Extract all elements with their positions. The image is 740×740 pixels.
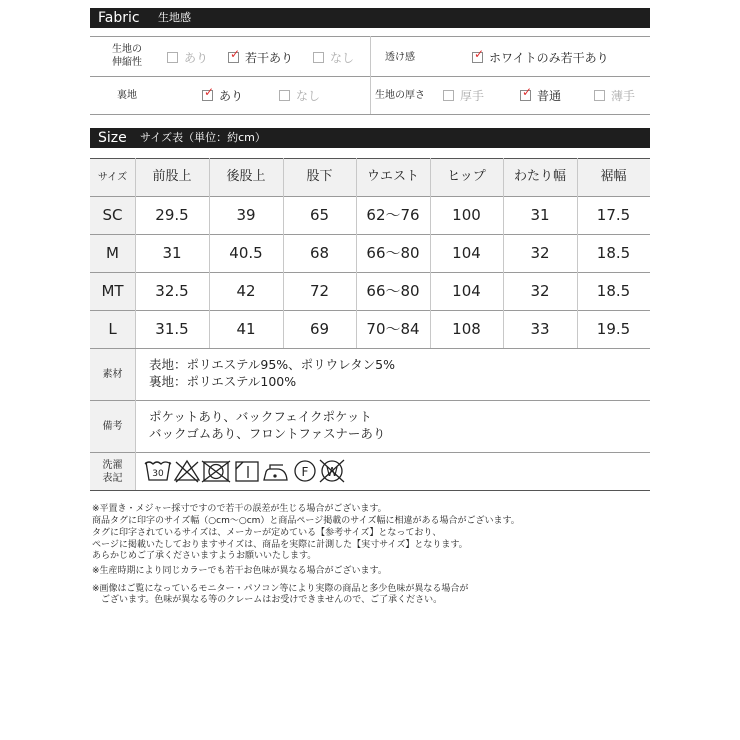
lining-label: 裏地 bbox=[117, 90, 137, 101]
note-line: ※生産時期により同じカラーでも若干お色味が異なる場合がございます。 bbox=[92, 566, 387, 576]
note-line: タグに印字されているサイズは、メーカーが定めている【参考サイズ】となっており、 bbox=[92, 528, 442, 538]
note-line: ページに掲載いたしておりますサイズは、商品を実際に計測した【実寸サイズ】となります。 bbox=[92, 540, 468, 550]
remarks-line-2: バックゴムあり、フロントファスナーあり bbox=[149, 426, 386, 441]
stretch-option-slight: ✓ 若干あり bbox=[230, 47, 294, 65]
column-header: 後股上 bbox=[226, 169, 266, 184]
table-cell: 69 bbox=[309, 320, 330, 338]
divider bbox=[90, 234, 650, 235]
checked-checkbox-icon: ✓ bbox=[230, 47, 241, 61]
wash-temp-label: 30 bbox=[152, 469, 164, 479]
table-cell: 70～84 bbox=[366, 320, 420, 338]
no-bleach-icon bbox=[175, 461, 199, 482]
table-cell: 72 bbox=[309, 282, 330, 300]
remarks-line-1: ポケットあり、バックフェイクポケット bbox=[149, 409, 372, 424]
column-header: 股下 bbox=[306, 169, 333, 184]
divider bbox=[90, 400, 650, 401]
table-cell: 19.5 bbox=[596, 320, 631, 338]
table-cell: 32 bbox=[530, 282, 550, 300]
material-line-1: 表地：ポリエステル95%、ポリウレタン5% bbox=[149, 357, 395, 372]
table-cell: 66～80 bbox=[366, 282, 420, 300]
dryclean-f-icon bbox=[295, 461, 315, 481]
table-cell: 104 bbox=[452, 244, 481, 262]
table-cell: 18.5 bbox=[596, 244, 631, 262]
checkbox-icon bbox=[313, 52, 324, 63]
table-cell: 31 bbox=[530, 206, 550, 224]
divider bbox=[90, 452, 650, 453]
divider bbox=[90, 310, 650, 311]
table-cell: 31 bbox=[162, 244, 182, 262]
fabric-subtitle: 生地感 bbox=[158, 11, 191, 24]
lining-option-no: なし bbox=[279, 89, 320, 103]
checked-checkbox-icon: ✓ bbox=[522, 85, 533, 99]
no-wetclean-icon bbox=[320, 460, 344, 482]
size-title: Size bbox=[98, 130, 127, 146]
table-cell: 42 bbox=[236, 282, 256, 300]
table-cell: 32 bbox=[530, 244, 550, 262]
divider bbox=[370, 36, 371, 114]
table-cell: 65 bbox=[309, 206, 330, 224]
stretch-label: 生地の 伸縮性 bbox=[112, 44, 142, 68]
table-cell: 104 bbox=[452, 282, 481, 300]
note-line: ※画像はご覧になっているモニター・パソコン等により実際の商品と多少色味が異なる場合が bbox=[92, 584, 469, 594]
table-corner-label: サイズ bbox=[97, 172, 128, 183]
wetclean-letter: W bbox=[326, 465, 338, 479]
thickness-label: 生地の厚さ bbox=[375, 90, 425, 101]
divider bbox=[90, 490, 650, 491]
checkbox-icon bbox=[279, 90, 290, 101]
table-cell: 39 bbox=[236, 206, 256, 224]
table-cell: 100 bbox=[452, 206, 481, 224]
divider bbox=[90, 348, 650, 349]
table-cell: 18.5 bbox=[596, 282, 631, 300]
column-header: 前股上 bbox=[152, 169, 192, 184]
iron-low-icon bbox=[264, 465, 287, 480]
divider bbox=[90, 114, 650, 115]
lining-option-yes: ✓ あり bbox=[204, 85, 244, 103]
table-cell: 108 bbox=[452, 320, 481, 338]
fabric-section-header bbox=[90, 8, 650, 28]
column-header: 裾幅 bbox=[600, 169, 627, 184]
table-cell: 40.5 bbox=[229, 244, 263, 262]
line-dry-shade-icon bbox=[236, 462, 258, 481]
care-icons bbox=[144, 457, 354, 485]
dryclean-letter: F bbox=[301, 465, 309, 479]
table-cell: 41 bbox=[236, 320, 256, 338]
thickness-option-thin: 薄手 bbox=[594, 89, 635, 103]
thickness-option-thick: 厚手 bbox=[443, 89, 484, 103]
column-header: わたり幅 bbox=[513, 169, 566, 184]
no-tumble-dry-icon bbox=[202, 461, 230, 482]
row-size-label: SC bbox=[102, 206, 123, 224]
note-line: 商品タグに印字のサイズ幅（○cm～○cm）と商品ページ掲載のサイズ幅に相違がある場合がございます。 bbox=[92, 516, 520, 526]
note-line: ございます。色味が異なる等のクレームはお受けできませんので、ご了承ください。 bbox=[92, 595, 443, 605]
size-subtitle: サイズ表（単位：約cm） bbox=[140, 131, 266, 144]
table-cell: 32.5 bbox=[155, 282, 189, 300]
column-header: ヒップ bbox=[447, 169, 486, 184]
note-line: あらかじめご了承くださいますようお願いいたします。 bbox=[92, 551, 317, 561]
divider bbox=[90, 196, 650, 197]
fabric-title: Fabric bbox=[98, 10, 140, 26]
material-label: 素材 bbox=[102, 369, 123, 380]
divider bbox=[135, 349, 136, 490]
table-cell: 29.5 bbox=[155, 206, 189, 224]
table-cell: 33 bbox=[530, 320, 550, 338]
table-cell: 31.5 bbox=[155, 320, 189, 338]
row-size-label: L bbox=[108, 320, 117, 338]
checked-checkbox-icon: ✓ bbox=[474, 47, 485, 61]
checkbox-icon bbox=[594, 90, 605, 101]
row-size-label: MT bbox=[101, 282, 124, 300]
size-section-header bbox=[90, 128, 650, 148]
table-cell: 17.5 bbox=[596, 206, 631, 224]
checked-checkbox-icon: ✓ bbox=[204, 85, 215, 99]
column-header: ウエスト bbox=[366, 169, 419, 184]
stretch-option-yes: あり bbox=[167, 51, 208, 65]
sheer-option: ✓ ホワイトのみ若干あり bbox=[474, 47, 609, 65]
remarks-label: 備考 bbox=[102, 421, 123, 432]
table-cell: 62～76 bbox=[366, 206, 420, 224]
divider bbox=[90, 158, 650, 159]
table-cell: 66～80 bbox=[366, 244, 420, 262]
material-line-2: 裏地：ポリエステル100% bbox=[149, 374, 297, 389]
wash-30-icon bbox=[145, 462, 171, 480]
row-size-label: M bbox=[106, 244, 119, 262]
note-line: ※平置き・メジャー採寸ですので若干の誤差が生じる場合がございます。 bbox=[92, 504, 387, 514]
table-cell: 68 bbox=[309, 244, 330, 262]
divider bbox=[90, 272, 650, 273]
checkbox-icon bbox=[443, 90, 454, 101]
care-label: 洗濯 表記 bbox=[102, 460, 123, 484]
sheer-label: 透け感 bbox=[385, 52, 415, 63]
checkbox-icon bbox=[167, 52, 178, 63]
thickness-option-normal: ✓ 普通 bbox=[522, 85, 562, 103]
stretch-option-none: なし bbox=[313, 51, 354, 65]
